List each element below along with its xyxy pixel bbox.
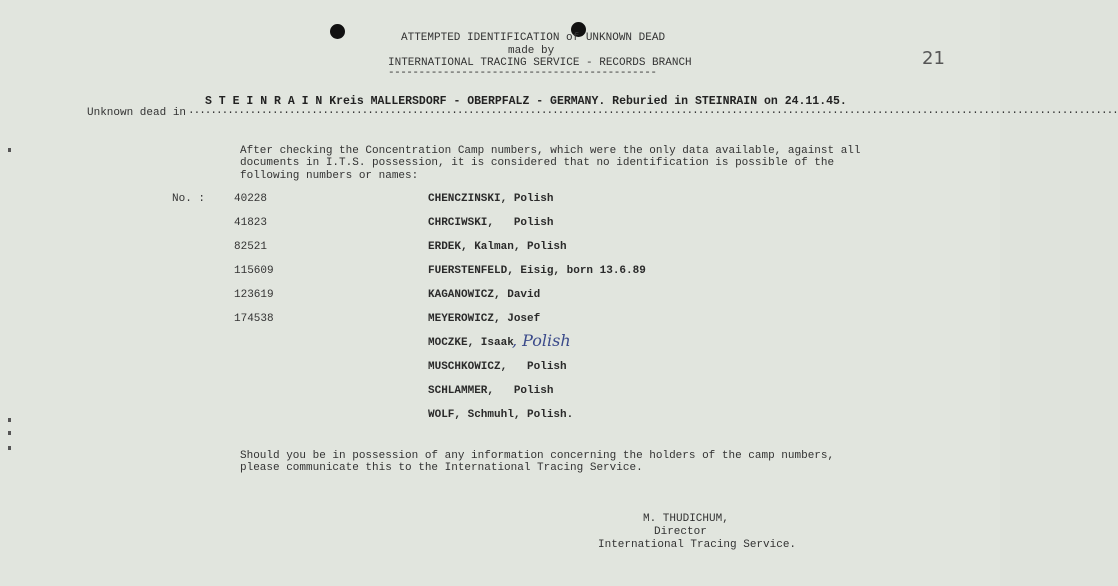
margin-mark bbox=[8, 418, 11, 422]
person-name: MEYEROWICZ, Josef bbox=[428, 313, 541, 325]
signature-org: International Tracing Service. bbox=[598, 539, 797, 551]
person-name: CHENCZINSKI, Polish bbox=[428, 193, 554, 205]
camp-number: 174538 bbox=[234, 313, 274, 325]
intro-line-2: documents in I.T.S. possession, it is considered that no identification is possible of the bbox=[240, 157, 835, 169]
person-name: CHRCIWSKI, Polish bbox=[428, 217, 554, 229]
person-name: WOLF, Schmuhl, Polish. bbox=[428, 409, 574, 421]
margin-mark bbox=[8, 431, 11, 435]
person-name: FUERSTENFELD, Eisig, born 13.6.89 bbox=[428, 265, 646, 277]
signature-name: M. THUDICHUM, bbox=[643, 513, 729, 525]
person-name: MOCZKE, Isaak bbox=[428, 337, 514, 349]
closing-line-2: please communicate this to the International Tracing Service. bbox=[240, 462, 643, 474]
signature-title: Director bbox=[654, 526, 707, 538]
camp-number: 82521 bbox=[234, 241, 268, 253]
intro-line-3: following numbers or names: bbox=[240, 170, 419, 182]
camp-number: 115609 bbox=[234, 265, 274, 277]
person-name: ERDEK, Kalman, Polish bbox=[428, 241, 567, 253]
margin-mark bbox=[8, 446, 11, 450]
location-label: Unknown dead in bbox=[87, 107, 187, 119]
location-dots: ...................................................................................................................................................................... bbox=[188, 105, 1118, 117]
camp-number: 40228 bbox=[234, 193, 268, 205]
handwritten-annotation: , Polish bbox=[512, 331, 571, 350]
list-label: No. : bbox=[172, 193, 206, 205]
header-org: INTERNATIONAL TRACING SERVICE - RECORDS BRANCH bbox=[388, 57, 692, 69]
camp-number: 123619 bbox=[234, 289, 274, 301]
header-title: ATTEMPTED IDENTIFICATION of UNKNOWN DEAD bbox=[401, 32, 666, 44]
closing-line-1: Should you be in possession of any information concerning the holders of the camp numbers, bbox=[240, 450, 835, 462]
header-made-by: made by bbox=[508, 45, 555, 57]
camp-number: 41823 bbox=[234, 217, 268, 229]
intro-line-1: After checking the Concentration Camp numbers, which were the only data available, against all bbox=[240, 145, 861, 157]
header-rule: -------------------------------------------- bbox=[388, 67, 657, 79]
punch-hole-left bbox=[330, 24, 345, 39]
margin-mark bbox=[8, 148, 11, 152]
page-number: 21 bbox=[922, 48, 945, 69]
person-name: SCHLAMMER, Polish bbox=[428, 385, 554, 397]
person-name: KAGANOWICZ, David bbox=[428, 289, 541, 301]
location-text: S T E I N R A I N Kreis MALLERSDORF - OBERPFALZ - GERMANY. Reburied in STEINRAIN on 24.11.45. bbox=[205, 95, 847, 108]
person-name: MUSCHKOWICZ, Polish bbox=[428, 361, 567, 373]
